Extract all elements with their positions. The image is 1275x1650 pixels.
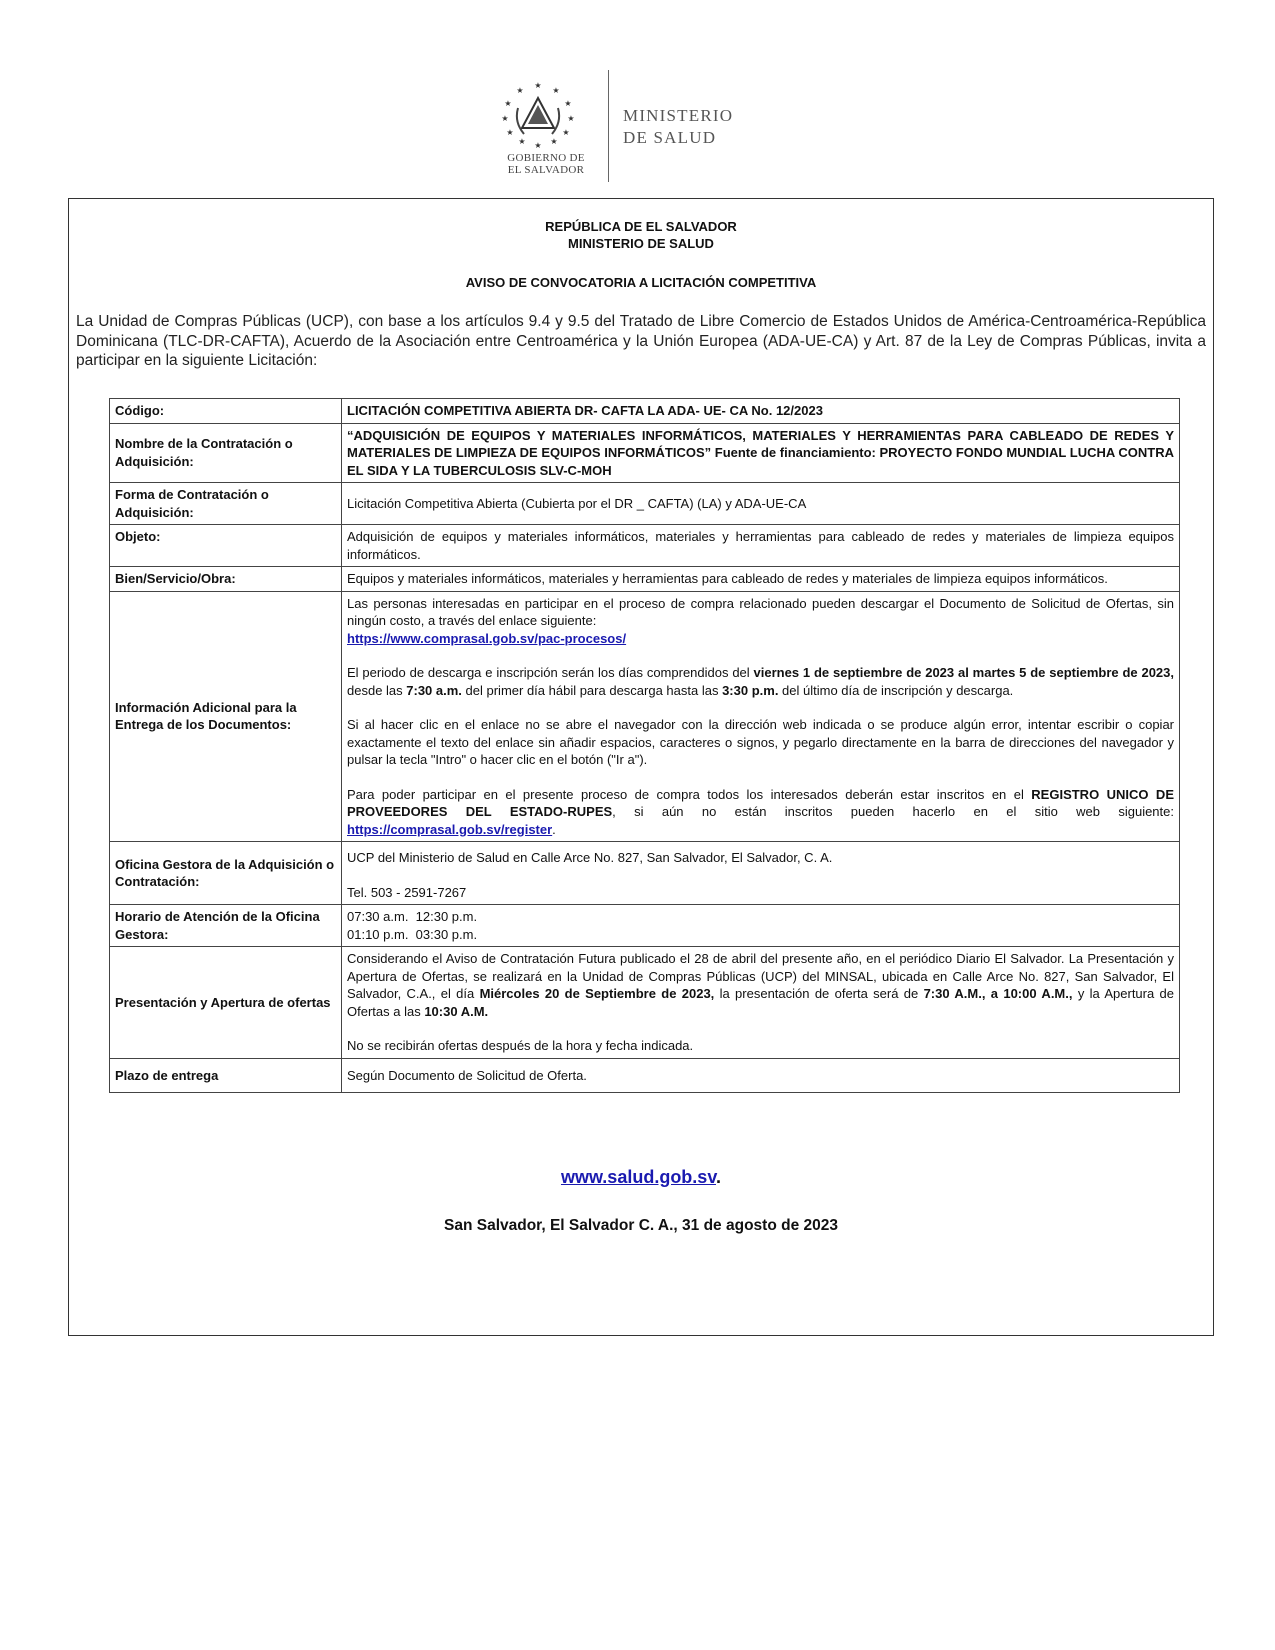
row-value	[342, 842, 1180, 905]
row-value: “ADQUISICIÓN DE EQUIPOS Y MATERIALES INFORMÁTICOS, MATERIALES Y HERRAMIENTAS PARA CABLEADO DE REDES Y MATERIALES DE LIMPIEZA DE EQUIPOS INFORMÁTICOS” Fuente de financiamiento: PROYECTO FONDO MUNDIAL LUCHA CONTRA EL SIDA Y LA TUBERCULOSIS SLV-C-MOH	[342, 423, 1180, 483]
table-row-oficina	[110, 842, 1180, 905]
row-label: Forma de Contratación o Adquisición:	[110, 483, 342, 525]
issue-date: San Salvador, El Salvador C. A., 31 de agosto de 2023	[444, 1217, 838, 1234]
row-label: Información Adicional para la Entrega de los Documentos:	[110, 591, 342, 842]
website-link[interactable]: www.salud.gob.sv	[560, 1167, 716, 1187]
presentation-paragraph-1: Considerando el Aviso de Contratación Futura publicado el 28 de abril del presente año, en el periódico Diario El Salvador. La Presentación y Apertura de Ofertas, se realizará en la Unidad de Compras Públicas (UCP) del MINSAL, ubicada en Calle Arce No. 827, San Salvador, El Salvador, C.A., el día Miércoles 20 de Septiembre de 2023, la presentación de oferta será de 7:30 A.M., a 10:00 A.M., y la Apertura de Ofertas a las 10:30 A.M.	[347, 951, 1175, 1019]
notice-frame	[68, 198, 1214, 1336]
info-paragraph-3: Si al hacer clic en el enlace no se abre el navegador con la dirección web indicada o se produce algún error, intentar escribir o copiar exactamente el texto del enlace sin añadir espacios, caracteres o signos, y pegarlo directamente en la barra de direcciones del navegador y pulsar la tecla "Intro" o hacer clic en el botón ("Ir a").	[347, 717, 1174, 767]
ministry-name-line-1: MINISTERIO	[623, 106, 734, 125]
comprasal-register-link[interactable]: https://comprasal.gob.sv/register	[347, 821, 553, 837]
row-value: Licitación Competitiva Abierta (Cubierta por el DR _ CAFTA) (LA) y ADA-UE-CA	[342, 483, 1180, 525]
table-row-forma	[110, 483, 1180, 525]
row-value	[342, 905, 1180, 947]
row-label: Objeto:	[110, 525, 342, 567]
table-row-plazo	[110, 1058, 1180, 1093]
tender-details-table	[109, 398, 1180, 1093]
row-value	[342, 591, 1180, 842]
row-value: LICITACIÓN COMPETITIVA ABIERTA DR- CAFTA LA ADA- UE- CA No. 12/2023	[342, 399, 1180, 424]
svg-text:★: ★	[534, 141, 542, 148]
table-row-horario	[110, 905, 1180, 947]
national-coat-of-arms-icon	[498, 78, 578, 148]
intro-paragraph: La Unidad de Compras Públicas (UCP), con base a los artículos 9.4 y 9.5 del Tratado de Libre Comercio de Estados Unidos de América-Centroamérica-República Dominicana (TLC-DR-CAFTA), Acuerdo de la Asociación entre Centroamérica y la Unión Europea (ADA-UE-CA) y Art. 87 de la Ley de Compras Públicas, invita a participar en la siguiente Licitación:	[76, 313, 1206, 369]
row-label: Bien/Servicio/Obra:	[110, 567, 342, 592]
row-value: Adquisición de equipos y materiales informáticos, materiales y herramientas para cableado de redes y materiales de limpieza equipos informáticos.	[342, 525, 1180, 567]
svg-text:★: ★	[564, 99, 572, 108]
comprasal-procesos-link[interactable]: https://www.comprasal.gob.sv/pac-procesos/	[347, 630, 627, 646]
office-phone: Tel. 503 - 2591-7267	[347, 884, 467, 900]
svg-text:★: ★	[562, 128, 570, 137]
logo-divider	[608, 70, 609, 182]
row-label: Código:	[110, 399, 342, 424]
website-line: www.salud.gob.sv.	[560, 1167, 722, 1187]
info-paragraph-2: El periodo de descarga e inscripción serán los días comprendidos del viernes 1 de septiembre de 2023 al martes 5 de septiembre de 2023, desde las 7:30 a.m. del primer día hábil para descarga hasta las 3:30 p.m. del último día de inscripción y descarga.	[347, 665, 1175, 698]
hours-morning: 07:30 a.m. 12:30 p.m.	[347, 909, 478, 924]
svg-text:★: ★	[516, 86, 524, 95]
svg-text:★: ★	[506, 128, 514, 137]
table-row-info	[110, 591, 1180, 842]
row-label: Horario de Atención de la Oficina Gestora:	[110, 905, 342, 947]
row-label: Nombre de la Contratación o Adquisición:	[110, 423, 342, 483]
table-row-codigo	[110, 399, 1180, 424]
ministry-logo	[498, 68, 758, 186]
svg-text:★: ★	[518, 137, 526, 146]
gov-line-1: GOBIERNO DE	[507, 152, 585, 164]
gov-line-2: EL SALVADOR	[507, 164, 585, 176]
table-row-objeto	[110, 525, 1180, 567]
row-label: Oficina Gestora de la Adquisición o Contratación:	[110, 842, 342, 905]
row-value: Según Documento de Solicitud de Oferta.	[342, 1058, 1180, 1093]
svg-text:★: ★	[550, 137, 558, 146]
svg-text:★: ★	[501, 114, 509, 123]
row-value	[342, 947, 1180, 1059]
heading-notice-title: AVISO DE CONVOCATORIA A LICITACIÓN COMPETITIVA	[465, 275, 817, 290]
office-address: UCP del Ministerio de Salud en Calle Arce No. 827, San Salvador, El Salvador, C. A.	[347, 850, 833, 865]
svg-text:★: ★	[534, 81, 542, 90]
table-row-bien	[110, 567, 1180, 592]
hours-afternoon: 01:10 p.m. 03:30 p.m.	[347, 926, 478, 942]
presentation-paragraph-2: No se recibirán ofertas después de la hora y fecha indicada.	[347, 1038, 694, 1053]
row-label: Presentación y Apertura de ofertas	[110, 947, 342, 1059]
heading-republic: REPÚBLICA DE EL SALVADOR	[545, 219, 737, 234]
info-paragraph-1: Las personas interesadas en participar en el proceso de compra relacionado pueden descargar el Documento de Solicitud de Ofertas, sin ningún costo, a través del enlace siguiente:	[347, 595, 1174, 628]
heading-ministry: MINISTERIO DE SALUD	[568, 236, 714, 251]
table-row-presentacion	[110, 947, 1180, 1059]
info-paragraph-4: Para poder participar en el presente proceso de compra todos los interesados deberán estar inscritos en el REGISTRO UNICO DE PROVEEDORES DEL ESTADO-RUPES, si aún no están inscritos pueden hacerlo en el sitio web siguiente: https://comprasal.gob.sv/register.	[347, 786, 1174, 837]
ministry-name-line-2: DE SALUD	[623, 128, 717, 147]
svg-text:★: ★	[567, 114, 575, 123]
table-row-nombre	[110, 423, 1180, 483]
svg-text:★: ★	[552, 86, 560, 95]
row-value: Equipos y materiales informáticos, materiales y herramientas para cableado de redes y materiales de limpieza equipos informáticos.	[342, 567, 1180, 592]
row-label: Plazo de entrega	[110, 1058, 342, 1093]
svg-text:★: ★	[504, 99, 512, 108]
